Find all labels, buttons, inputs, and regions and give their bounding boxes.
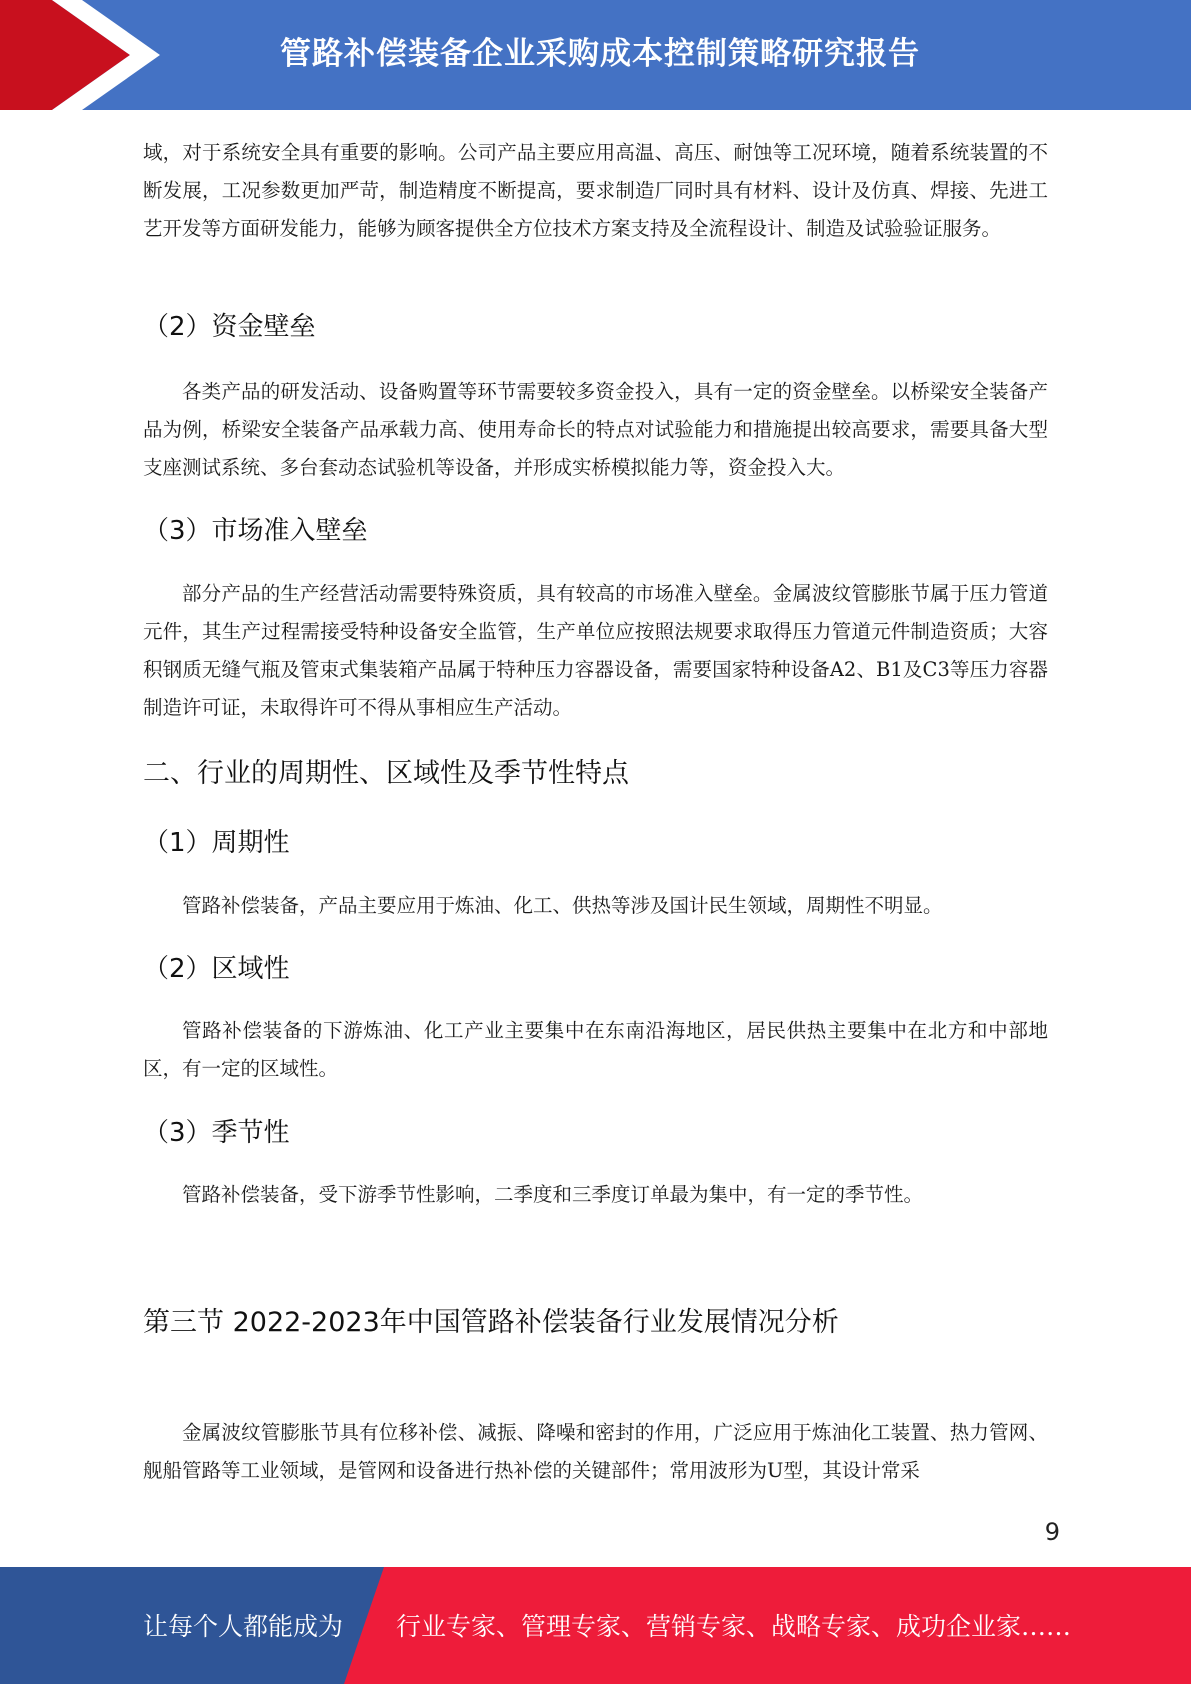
heading-regionality: （2）区域性 xyxy=(143,954,290,984)
page-number: 9 xyxy=(1044,1518,1060,1546)
heading-industry-characteristics: 二、行业的周期性、区域性及季节性特点 xyxy=(143,758,629,789)
heading-capital-barrier: （2）资金壁垒 xyxy=(143,312,316,342)
paragraph-regionality: 管路补偿装备的下游炼油、化工产业主要集中在东南沿海地区，居民供热主要集中在北方和中部地区，有一定的区域性。 xyxy=(143,1019,1048,1080)
paragraph-seasonality: 管路补偿装备，受下游季节性影响，二季度和三季度订单最为集中，有一定的季节性。 xyxy=(182,1183,924,1206)
page-header xyxy=(0,0,1191,110)
paragraph-periodicity: 管路补偿装备，产品主要应用于炼油、化工、供热等涉及国计民生领域，周期性不明显。 xyxy=(182,894,943,917)
footer-slogan-left: 让每个人都能成为 xyxy=(143,1612,344,1641)
paragraph-capital-barrier: 各类产品的研发活动、设备购置等环节需要较多资金投入，具有一定的资金壁垒。以桥梁安全装备产品为例，桥梁安全装备产品承载力高、使用寿命长的特点对试验能力和措施提出较高要求，需要具备大型支座测试系统、多台套动态试验机等设备，并形成实桥模拟能力等，资金投入大。 xyxy=(143,380,1048,479)
heading-periodicity: （1）周期性 xyxy=(143,828,290,858)
heading-market-barrier: （3）市场准入壁垒 xyxy=(143,516,368,546)
document-title: 管路补偿装备企业采购成本控制策略研究报告 xyxy=(280,36,920,72)
paragraph-bellows-intro: 金属波纹管膨胀节具有位移补偿、减振、降噪和密封的作用，广泛应用于炼油化工装置、热力管网、舰船管路等工业领域，是管网和设备进行热补偿的关键部件；常用波形为U型，其设计常采 xyxy=(143,1421,1048,1482)
heading-section-three: 第三节 2022-2023年中国管路补偿装备行业发展情况分析 xyxy=(143,1307,839,1338)
footer-slogan-right: 行业专家、管理专家、营销专家、战略专家、成功企业家…… xyxy=(396,1612,1072,1641)
paragraph-tech-barrier: 域，对于系统安全具有重要的影响。公司产品主要应用高温、高压、耐蚀等工况环境，随着系统装置的不断发展，工况参数更加严苛，制造精度不断提高，要求制造厂同时具有材料、设计及仿真、焊接、先进工艺开发等方面研发能力，能够为顾客提供全方位技术方案支持及全流程设计、制造及试验验证服务。 xyxy=(143,141,1048,240)
page-footer xyxy=(0,1567,1191,1684)
heading-seasonality: （3）季节性 xyxy=(143,1118,290,1148)
paragraph-market-barrier: 部分产品的生产经营活动需要特殊资质，具有较高的市场准入壁垒。金属波纹管膨胀节属于压力管道元件，其生产过程需接受特种设备安全监管，生产单位应按照法规要求取得压力管道元件制造资质；大容积钢质无缝气瓶及管束式集装箱产品属于特种压力容器设备，需要国家特种设备A2、B1及C3等压力容器制造许可证，未取得许可不得从事相应生产活动。 xyxy=(143,582,1048,719)
